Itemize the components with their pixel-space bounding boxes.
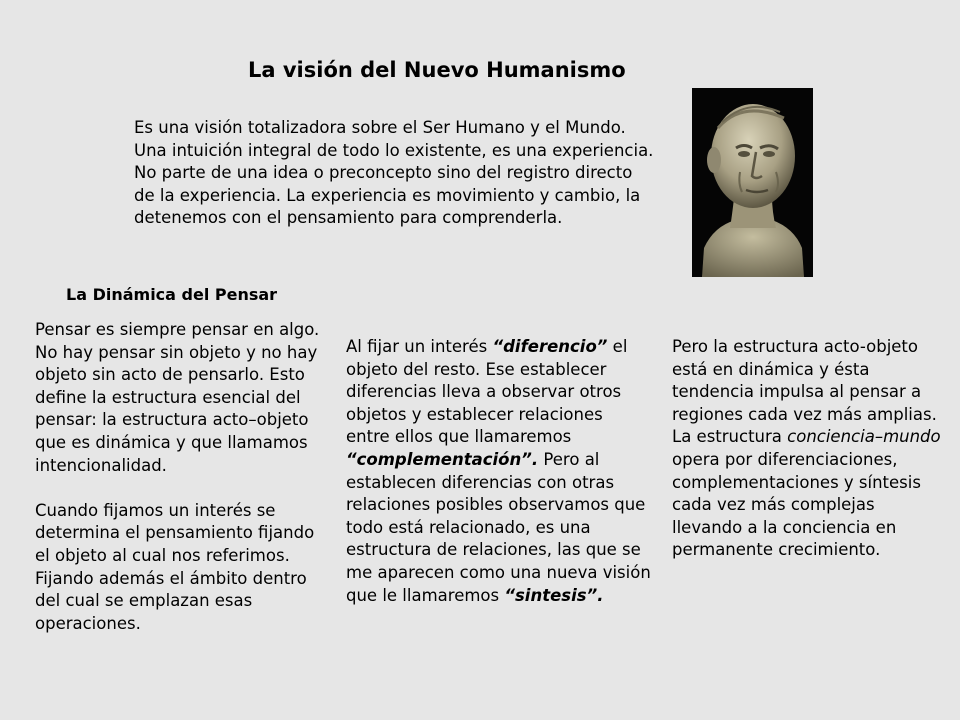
column-middle-text-3: Pero al establecen diferencias con otras relaciones posibles observamos que todo está relacionado, es una estructura de relaciones, las que se me aparecen como una nueva visión que le llamaremos <box>346 449 651 605</box>
term-diferencio: “diferencio” <box>492 337 608 356</box>
column-right-text-1: Pero la estructura acto-objeto está en dinámica y ésta tendencia impulsa al pensar a regiones cada vez más amplias. La estructura <box>672 337 937 447</box>
column-left-paragraph-1: Pensar es siempre pensar en algo. No hay pensar sin objeto y no hay objeto sin acto de pensarlo. Esto define la estructura esencial del pensar: la estructura acto–objeto que es dinámica y que llamamos intencionalidad. <box>35 320 320 475</box>
section-subtitle: La Dinámica del Pensar <box>66 285 278 304</box>
column-middle <box>346 336 651 607</box>
page-title: La visión del Nuevo Humanismo <box>248 58 626 82</box>
term-sintesis: “sintesis”. <box>504 585 604 605</box>
bust-portrait-image <box>692 88 813 277</box>
intro-paragraph: Es una visión totalizadora sobre el Ser Humano y el Mundo. Una intuición integral de todo lo existente, es una experiencia. No parte de una idea o preconcepto sino del registro directo de la experiencia. La experiencia es movimiento y cambio, la detenemos con el pensamiento para comprenderla. <box>134 118 654 228</box>
column-right <box>672 336 942 562</box>
column-right-text-2: opera por diferenciaciones, complementaciones y síntesis cada vez más complejas llevando a la conciencia en permanente crecimiento. <box>672 449 921 560</box>
column-left-paragraph-2: Cuando fijamos un interés se determina el pensamiento fijando el objeto al cual nos referimos. Fijando además el ámbito dentro del cual se emplazan esas operaciones. <box>35 500 315 633</box>
term-conciencia-mundo: conciencia–mundo <box>787 427 941 447</box>
column-left <box>35 319 320 635</box>
column-middle-text-1: Al fijar un interés <box>346 337 493 356</box>
bust-sculpture-illustration <box>692 88 813 277</box>
column-right-paragraph <box>672 336 942 562</box>
column-middle-text-2: el objeto del resto. Ese establecer diferencias lleva a observar otros objetos y establecer relaciones entre ellos que llamaremos <box>346 337 628 447</box>
term-complementacion: “complementación”. <box>346 449 539 469</box>
column-middle-paragraph <box>346 336 651 607</box>
